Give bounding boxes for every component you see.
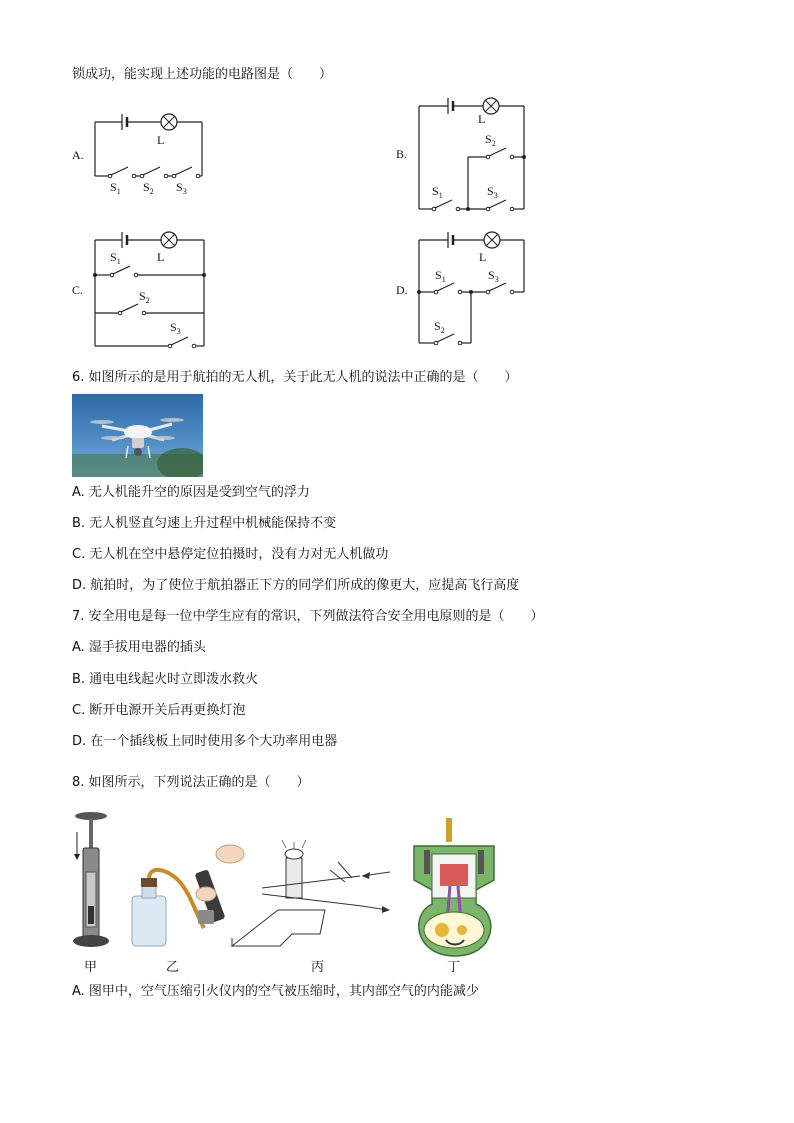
lamp-icon [483,98,499,114]
circuit-a-option: A. [72,148,84,162]
svg-text:S1: $S_1$ [110,250,121,266]
svg-text:S2: $S_2$ [143,180,154,196]
svg-text:S1: $S_1$ [432,184,443,200]
q6-option-d[interactable]: D. 航拍时，为了使位于航拍器正下方的同学们所成的像更大，应提高飞行高度 [72,578,520,593]
circuit-d-option: D. [396,283,408,297]
circuit-c [72,232,206,348]
circuit-b-option: B. [396,147,408,161]
q5-stem-tail: 锁成功，能实现上述功能的电路图是（ ） [72,67,333,82]
engine-cylinder-icon [414,818,494,956]
svg-text:S1: $S_1$ [435,268,446,284]
svg-text:S2: $S_2$ [139,289,150,305]
label-bing: 丙 [311,960,325,975]
q7-option-d[interactable]: D. 在一个插线板上同时使用多个大功率用电器 [72,734,338,749]
label-jia: 甲 [84,960,98,975]
q8-option-a[interactable]: A. 图甲中，空气压缩引火仪内的空气被压缩时，其内部空气的内能减少 [72,984,479,999]
lamp-icon [161,114,177,130]
circuit-d-lamp-label: L [479,250,487,264]
circuit-b-lamp-label: L [478,112,486,126]
q7-option-a[interactable]: A. 湿手拔用电器的插头 [72,640,206,655]
svg-text:S3: $S_3$ [170,320,181,336]
friction-tube-icon [232,840,390,946]
circuit-a [72,114,202,196]
q7-option-b[interactable]: B. 通电电线起火时立即泼水救火 [72,672,259,687]
q6-option-c[interactable]: C. 无人机在空中悬停定位拍摄时，没有力对无人机做功 [72,547,389,562]
drone-icon [72,394,203,477]
svg-text:S2: $S_2$ [434,319,445,335]
label-yi: 乙 [166,960,180,975]
svg-text:S2: $S_2$ [485,132,496,148]
circuit-a-lamp-label: L [157,133,165,147]
svg-text:S1: $S_1$ [110,180,121,196]
svg-text:S3: $S_3$ [176,180,187,196]
circuit-d [396,232,524,345]
lamp-icon [161,232,177,248]
svg-text:S3: $S_3$ [487,184,498,200]
q8-stem: 8. 如图所示，下列说法正确的是（ ） [72,775,310,790]
circuit-c-lamp-label: L [157,250,165,264]
q6-stem: 6. 如图所示的是用于航拍的无人机，关于此无人机的说法中正确的是（ ） [72,370,518,385]
q5-circuit-diagrams [0,0,794,360]
fire-piston-icon [73,812,109,947]
q7-stem: 7. 安全用电是每一位中学生应有的常识，下列做法符合安全用电原则的是（ ） [72,609,544,624]
circuit-b [396,98,526,211]
svg-text:S3: $S_3$ [488,268,499,284]
bottle-pump-icon [132,845,244,946]
circuit-c-option: C. [72,283,84,297]
drone-photo [72,394,203,477]
a-s1-sub: 1 [116,187,121,196]
lamp-icon [484,232,500,248]
label-ding: 丁 [447,960,461,975]
q6-option-a[interactable]: A. 无人机能升空的原因是受到空气的浮力 [72,485,310,500]
q8-figure [0,810,794,980]
q6-option-b[interactable]: B. 无人机竖直匀速上升过程中机械能保持不变 [72,516,337,531]
q7-option-c[interactable]: C. 断开电源开关后再更换灯泡 [72,703,246,718]
